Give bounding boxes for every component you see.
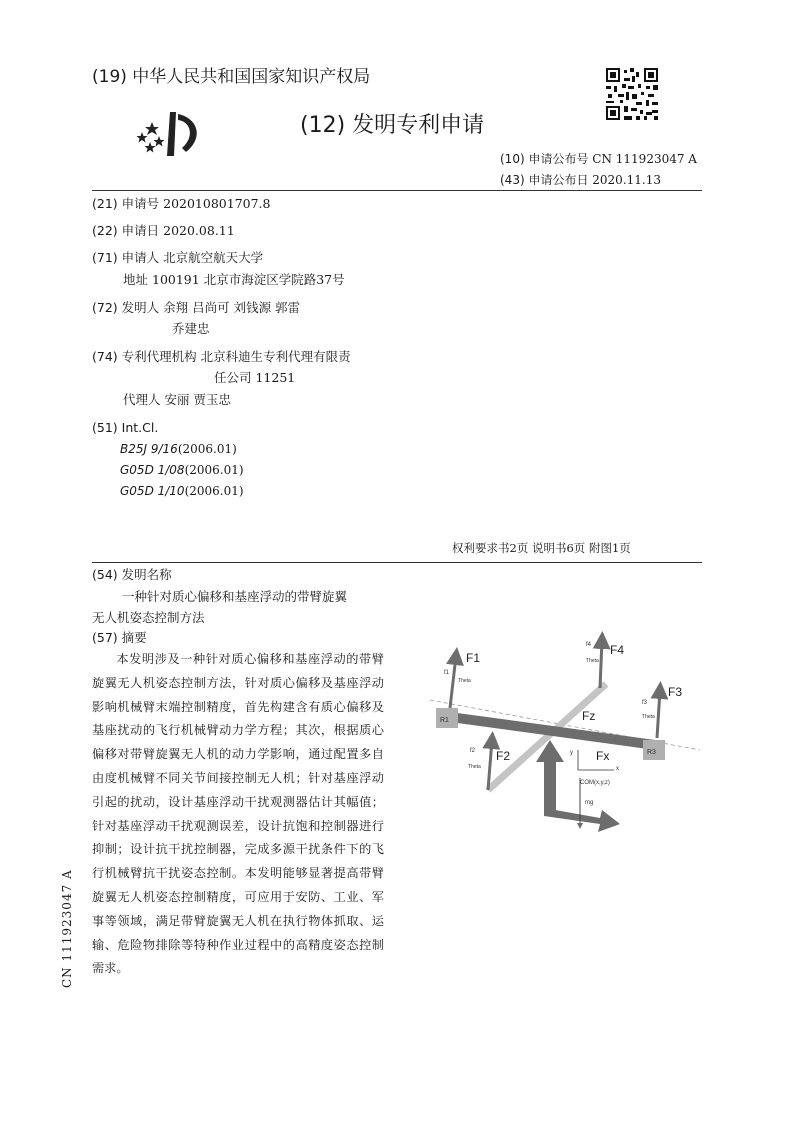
f2-label: F2 bbox=[496, 749, 511, 763]
header-divider bbox=[92, 190, 702, 191]
agency-line2 bbox=[214, 370, 295, 386]
theta-label: Theta bbox=[468, 764, 481, 770]
publication-number-value: CN 111923047 A bbox=[592, 152, 697, 166]
ipc-code: B25J 9/16 bbox=[120, 442, 178, 456]
ipc-year: (2006.01) bbox=[184, 463, 244, 477]
address-value: 100191 北京市海淀区学院路37号 bbox=[152, 272, 345, 287]
inventors-label: (72) 发明人 bbox=[92, 300, 160, 315]
application-number-value: 202010801707.8 bbox=[163, 196, 271, 211]
publication-number-label: (10) 申请公布号 bbox=[500, 152, 589, 166]
motor-r1-label: R1 bbox=[440, 717, 449, 724]
inventors-value: 余翔 吕尚可 刘钱源 郭雷 bbox=[163, 300, 301, 315]
page-counts: 权利要求书2页 说明书6页 附图1页 bbox=[452, 541, 631, 555]
com-label: COM(x,y,z) bbox=[580, 780, 610, 786]
applicant bbox=[92, 250, 263, 266]
ipc-year: (2006.01) bbox=[177, 442, 237, 456]
f1-label: F1 bbox=[466, 651, 481, 665]
cnipa-logo bbox=[132, 108, 207, 163]
motor-r3-label: R3 bbox=[647, 749, 656, 756]
qr-code bbox=[606, 68, 658, 120]
abstract-text: 本发明涉及一种针对质心偏移和基座浮动的带臂旋翼无人机姿态控制方法，针对质心偏移及基座浮动影响机械臂末端控制精度，首先构建含有质心偏移及基座扰动的飞行机械臂动力学方程；其次，根据质心偏移对带臂旋翼无人机的动力学影响，通过配置多自由度机械臂不同关节间接控制无人机；针对基座浮动引起的扰动，设计基座浮动干扰观测器估计其幅值；针对基座浮动干扰观测误差，设计抗饱和控制器进行抑制；设计抗干扰控制器，完成多源干扰条件下的飞行机械臂抗干扰姿态控制。本发明能够显著提高带臂旋翼无人机姿态控制精度，可应用于安防、工业、军事等领域，满足带臂旋翼无人机在执行物体抓取、运输、危险物排除等特种作业过程中的高精度姿态控制需求。 bbox=[92, 652, 384, 976]
agency-value: 北京科迪生专利代理有限责 bbox=[200, 349, 351, 364]
ipc-entry bbox=[120, 463, 244, 477]
theta-label: Theta bbox=[458, 678, 471, 684]
f3-small-label: f3 bbox=[642, 700, 648, 706]
ipc-code: G05D 1/10 bbox=[120, 484, 185, 498]
agents-label: 代理人 bbox=[123, 392, 161, 407]
invention-title-line2: 无人机姿态控制方法 bbox=[92, 610, 205, 625]
fz-label: Fz bbox=[582, 709, 596, 723]
inventors-line2 bbox=[172, 321, 210, 337]
fx-arrow bbox=[544, 808, 620, 832]
application-number-label: (21) 申请号 bbox=[92, 196, 160, 211]
agents-value: 安丽 贾玉忠 bbox=[164, 392, 231, 407]
publication-number bbox=[500, 150, 697, 167]
agency bbox=[92, 349, 351, 365]
address bbox=[123, 272, 345, 288]
agency-label: (74) 专利代理机构 bbox=[92, 349, 197, 364]
inventors bbox=[92, 300, 300, 316]
abstract-figure bbox=[410, 628, 710, 838]
mg-label: mg bbox=[585, 800, 594, 806]
f3-label: F3 bbox=[668, 685, 683, 699]
f1-small-label: f1 bbox=[444, 670, 450, 676]
application-number bbox=[92, 196, 271, 212]
office-name: (19) 中华人民共和国国家知识产权局 bbox=[92, 67, 371, 87]
fz-arrow bbox=[536, 740, 564, 816]
f4-small-label: f4 bbox=[586, 642, 592, 648]
document-type: (12) 发明专利申请 bbox=[300, 113, 485, 138]
agents bbox=[123, 392, 231, 408]
f4-label: F4 bbox=[610, 643, 625, 657]
y-axis-label: y bbox=[570, 750, 573, 756]
publication-date-label: (43) 申请公布日 bbox=[500, 173, 589, 187]
invention-title-line1: 一种针对质心偏移和基座浮动的带臂旋翼 bbox=[122, 589, 348, 604]
application-date bbox=[92, 223, 235, 239]
address-label: 地址 bbox=[123, 272, 149, 287]
f2-small-label: f2 bbox=[470, 748, 476, 754]
inventors-value-2: 乔建忠 bbox=[172, 321, 210, 336]
theta-label: Theta bbox=[642, 714, 655, 720]
publication-date bbox=[500, 171, 661, 188]
theta-label: Theta bbox=[586, 658, 599, 664]
publication-date-value: 2020.11.13 bbox=[592, 173, 661, 187]
side-publication-number: CN 111923047 A bbox=[60, 869, 74, 988]
ipc-year: (2006.01) bbox=[184, 484, 244, 498]
ipc-code: G05D 1/08 bbox=[120, 463, 185, 477]
x-axis-label: x bbox=[616, 766, 619, 772]
applicant-label: (71) 申请人 bbox=[92, 250, 160, 265]
applicant-value: 北京航空航天大学 bbox=[163, 250, 264, 265]
fx-label: Fx bbox=[596, 749, 610, 763]
invention-title-label: (54) 发明名称 bbox=[92, 567, 172, 582]
agency-value-2: 任公司 11251 bbox=[214, 370, 296, 385]
ipc-entry bbox=[120, 484, 244, 498]
section-divider bbox=[92, 562, 702, 563]
application-date-value: 2020.08.11 bbox=[163, 223, 235, 238]
ipc-entry bbox=[120, 442, 237, 456]
abstract-label: (57) 摘要 bbox=[92, 630, 147, 645]
application-date-label: (22) 申请日 bbox=[92, 223, 160, 238]
int-cl-label: (51) Int.Cl. bbox=[92, 420, 159, 435]
